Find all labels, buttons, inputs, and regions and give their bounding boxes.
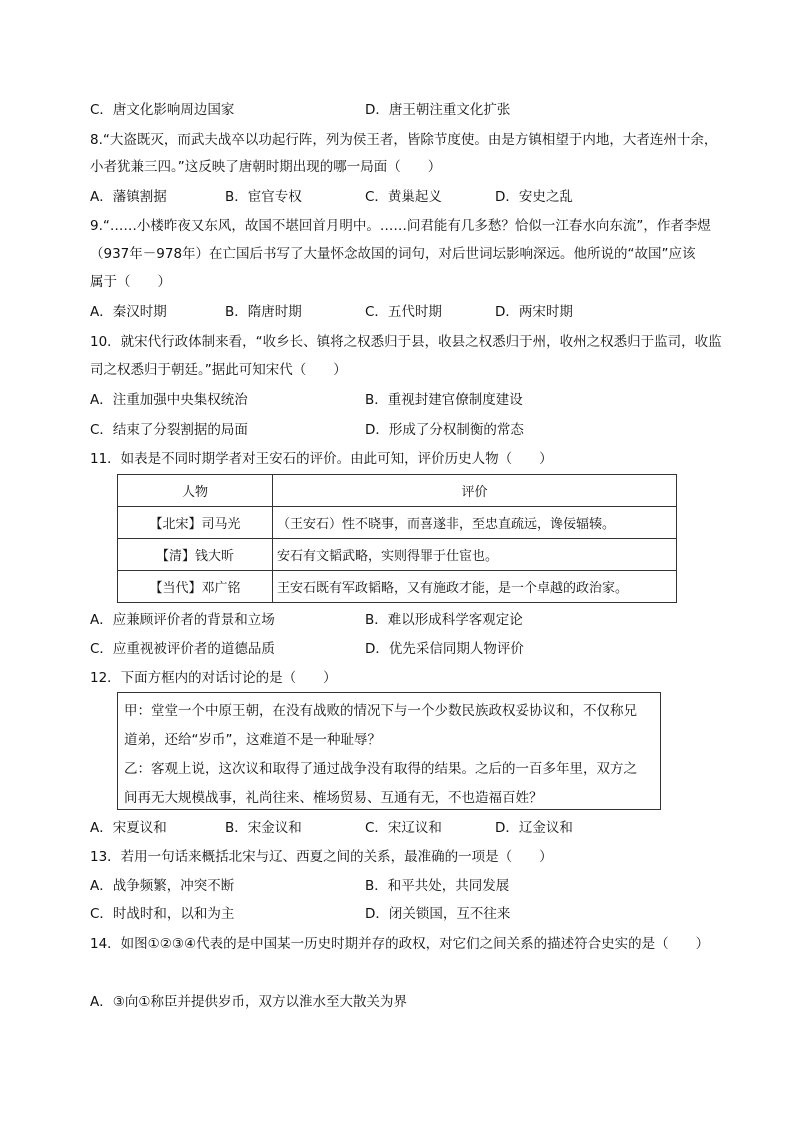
q9-option-a: A．秦汉时期 — [90, 304, 167, 320]
dialogue-box — [117, 692, 661, 810]
table-row — [118, 507, 677, 539]
table-row — [118, 539, 677, 571]
q13-option-c: C．时战时和，以和为主 — [90, 906, 235, 922]
q8-option-c: C．黄巢起义 — [365, 189, 442, 205]
dialogue-line: 道弟，还给“岁币”，这难道不是一种耻辱？ — [124, 732, 381, 748]
q12-option-b: B．宋金议和 — [225, 820, 302, 836]
q10-option-a: A．注重加强中央集权统治 — [90, 392, 248, 408]
table-cell-person: 【北宋】司马光 — [118, 507, 273, 539]
q7-option-c: C．唐文化影响周边国家 — [90, 102, 235, 118]
evaluation-table — [117, 474, 677, 603]
dialogue-line: 乙：客观上说，这次议和取得了通过战争没有取得的结果。之后的一百多年里，双方之 — [124, 761, 637, 777]
q11-option-b: B．难以形成科学客观定论 — [365, 612, 523, 628]
q9-option-c: C．五代时期 — [365, 304, 442, 320]
q11-option-d: D．优先采信同期人物评价 — [365, 641, 524, 657]
q10-stem-line2: 司之权悉归于朝廷。”据此可知宋代（ ） — [90, 362, 347, 378]
q13-option-d: D．闭关锁国，互不往来 — [365, 906, 511, 922]
q9-option-d: D．两宋时期 — [495, 304, 573, 320]
q13-option-a: A．战争频繁，冲突不断 — [90, 878, 235, 894]
q12-option-a: A．宋夏议和 — [90, 820, 167, 836]
q8-option-d: D．安史之乱 — [495, 189, 573, 205]
q10-option-d: D．形成了分权制衡的常态 — [365, 422, 524, 438]
q14-stem: 14．如图①②③④代表的是中国某一历史时期并存的政权，对它们之间关系的描述符合史实的是（ ） — [90, 936, 710, 952]
dialogue-line: 甲：堂堂一个中原王朝，在没有战败的情况下与一个少数民族政权妥协议和，不仅称兄 — [124, 703, 637, 719]
q12-option-c: C．宋辽议和 — [365, 820, 442, 836]
table-row — [118, 571, 677, 603]
table-cell-evaluation: 安石有文韬武略，实则得罪于仕宦也。 — [273, 539, 677, 571]
table-cell-person: 【清】钱大昕 — [118, 539, 273, 571]
q10-option-c: C．结束了分裂割据的局面 — [90, 422, 248, 438]
q10-option-b: B．重视封建官僚制度建设 — [365, 392, 523, 408]
q8-stem-line2: 小者犹兼三四。”这反映了唐朝时期出现的哪一局面（ ） — [90, 159, 442, 175]
table-cell-evaluation: （王安石）性不晓事，而喜遂非，至忠直疏远，谗佞辐辏。 — [273, 507, 677, 539]
q14-option-a: A．③向①称臣并提供岁币，双方以淮水至大散关为界 — [90, 994, 407, 1010]
q8-stem-line1: 8.“大盗既灭，而武夫战卒以功起行阵，列为侯王者，皆除节度使。由是方镇相望于内地，大者连州十余， — [90, 132, 718, 148]
q12-stem: 12．下面方框内的对话讨论的是（ ） — [90, 670, 337, 686]
q7-option-d: D．唐王朝注重文化扩张 — [365, 102, 511, 118]
q11-stem: 11．如表是不同时期学者对王安石的评价。由此可知，评价历史人物（ ） — [90, 451, 553, 467]
q13-stem: 13．若用一句话来概括北宋与辽、西夏之间的关系，最准确的一项是（ ） — [90, 849, 553, 865]
table-header-evaluation: 评价 — [273, 475, 677, 507]
q9-stem-line1: 9.“……小楼昨夜又东风，故国不堪回首月明中。……问君能有几多愁？恰似一江春水向东流”，作者李煜 — [90, 218, 711, 234]
table-header-row — [118, 475, 677, 507]
dialogue-line: 间再无大规模战事，礼尚往来、榷场贸易、互通有无，不也造福百姓？ — [124, 790, 543, 806]
table-cell-evaluation: 王安石既有军政韬略，又有施政才能，是一个卓越的政治家。 — [273, 571, 677, 603]
q12-option-d: D．辽金议和 — [495, 820, 573, 836]
q9-option-b: B．隋唐时期 — [225, 304, 302, 320]
q13-option-b: B．和平共处，共同发展 — [365, 878, 510, 894]
q9-stem-line2: （937年－978年）在亡国后书写了大量怀念故国的词句，对后世词坛影响深远。他所说的“故国”应该 — [90, 246, 696, 262]
q9-stem-line3: 属于（ ） — [90, 274, 171, 290]
q8-option-b: B．宦官专权 — [225, 189, 302, 205]
q8-option-a: A．藩镇割据 — [90, 189, 167, 205]
q10-stem-line1: 10．就宋代行政体制来看，“收乡长、镇将之权悉归于县，收县之权悉归于州，收州之权悉归于监司，收监 — [90, 334, 722, 350]
q11-option-c: C．应重视被评价者的道德品质 — [90, 641, 275, 657]
table-header-person: 人物 — [118, 475, 273, 507]
q11-option-a: A．应兼顾评价者的背景和立场 — [90, 612, 275, 628]
table-cell-person: 【当代】邓广铭 — [118, 571, 273, 603]
